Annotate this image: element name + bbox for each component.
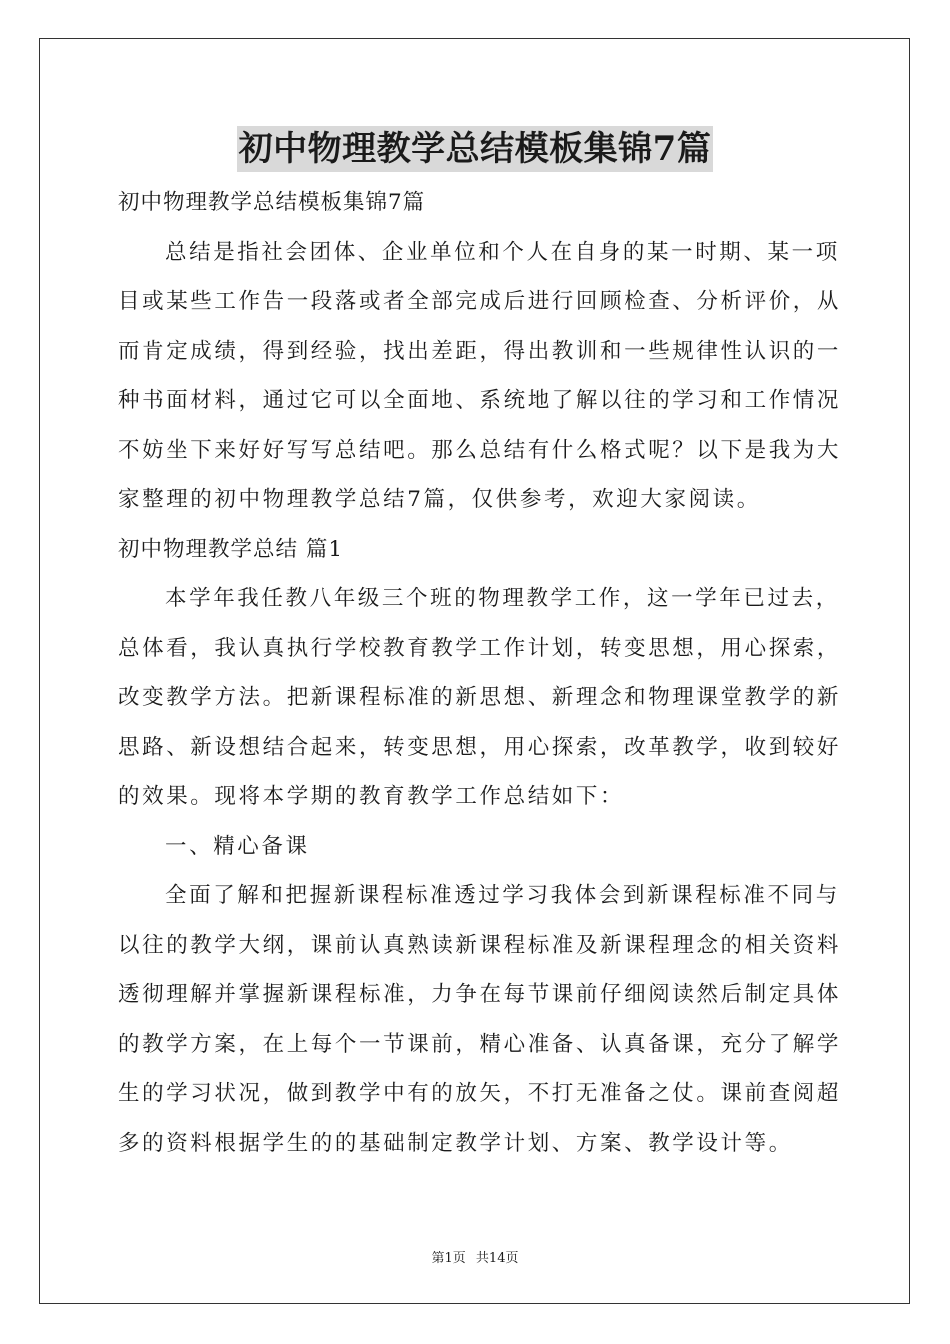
paragraph-line: 以往的教学大纲，课前认真熟读新课程标准及新课程理念的相关资料 xyxy=(118,932,842,958)
paragraph-line: 而肯定成绩，得到经验，找出差距，得出教训和一些规律性认识的一 xyxy=(118,338,842,364)
paragraph-line: 全面了解和把握新课程标准透过学习我体会到新课程标准不同与 xyxy=(165,883,840,908)
paragraph-line: 种书面材料，通过它可以全面地、系统地了解以往的学习和工作情况 xyxy=(118,388,842,413)
paragraph-line: 本学年我任教八年级三个班的物理教学工作，这一学年已过去， xyxy=(165,586,840,611)
paragraph-line: 改变教学方法。把新课程标准的新思想、新理念和物理课堂教学的新 xyxy=(118,685,842,710)
title-container xyxy=(0,126,950,172)
document-title: 初中物理教学总结模板集锦7篇 xyxy=(237,126,714,172)
paragraph-line: 透彻理解并掌握新课程标准，力争在每节课前仔细阅读然后制定具体 xyxy=(118,982,842,1007)
paragraph-line: 不妨坐下来好好写写总结吧。那么总结有什么格式呢？以下是我为大 xyxy=(118,437,842,463)
paragraph-line: 多的资料根据学生的的基础制定教学计划、方案、教学设计等。 xyxy=(118,1130,793,1156)
heading-line: 初中物理教学总结模板集锦7篇 xyxy=(118,190,426,215)
heading-line: 初中物理教学总结 篇1 xyxy=(118,536,344,562)
paragraph-line: 目或某些工作告一段落或者全部完成后进行回顾检查、分析评价，从 xyxy=(118,289,842,314)
paragraph-line: 一、精心备课 xyxy=(165,833,310,859)
paragraph-line: 总结是指社会团体、企业单位和个人在自身的某一时期、某一项 xyxy=(165,239,840,265)
paragraph-line: 的效果。现将本学期的教育教学工作总结如下： xyxy=(118,784,625,809)
paragraph-line: 生的学习状况，做到教学中有的放矢，不打无准备之仗。课前查阅超 xyxy=(118,1081,842,1106)
paragraph-line: 总体看，我认真执行学校教育教学工作计划，转变思想，用心探索， xyxy=(118,635,842,661)
paragraph-line: 的教学方案，在上每个一节课前，精心准备、认真备课，充分了解学 xyxy=(118,1031,842,1057)
page-footer: 第1页 共14页 xyxy=(431,1251,519,1266)
paragraph-line: 思路、新设想结合起来，转变思想，用心探索，改革教学，收到较好 xyxy=(118,734,842,760)
paragraph-line: 家整理的初中物理教学总结7篇，仅供参考，欢迎大家阅读。 xyxy=(118,487,761,512)
document-body xyxy=(118,178,842,1168)
